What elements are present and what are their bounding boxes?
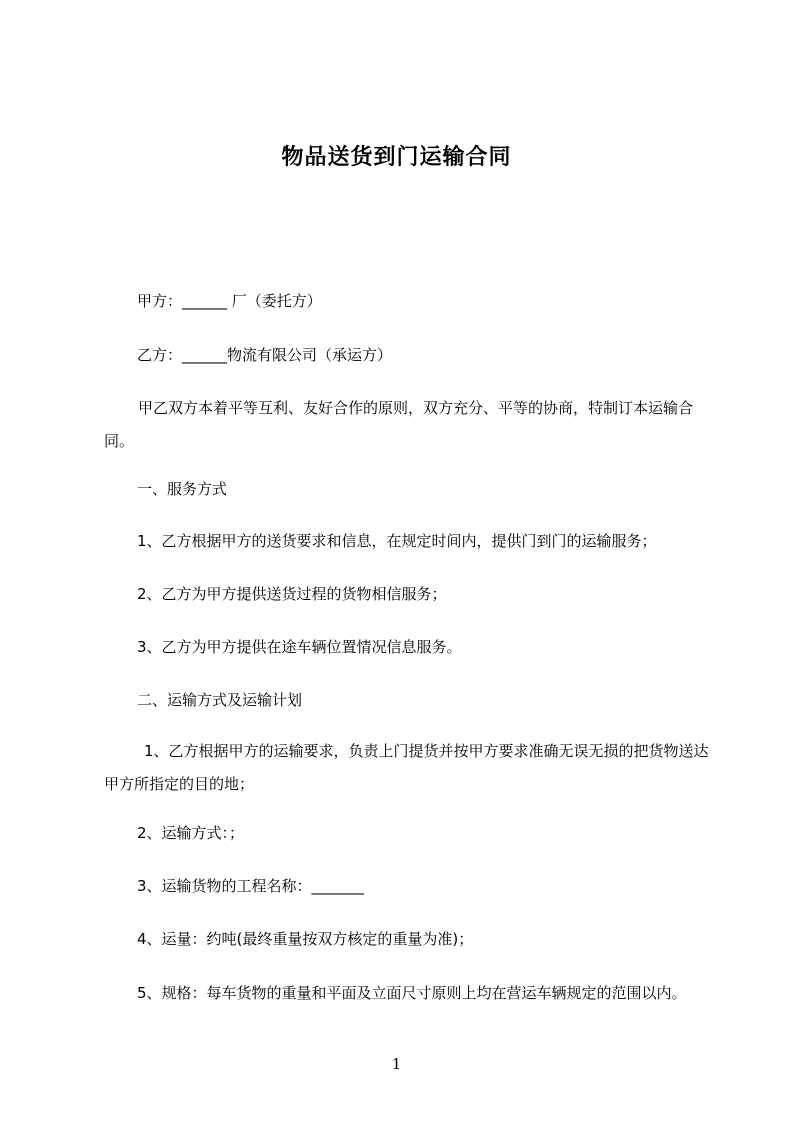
section2-item4: 4、运量：约吨(最终重量按双方核定的重量为准)； <box>137 930 474 948</box>
section2-item1: 1、乙方根据甲方的运输要求，负责上门提货并按甲方要求准确无误无损的把货物送达甲方所指定的目的地； <box>104 742 709 793</box>
document-title: 物品送货到门运输合同 <box>281 145 512 170</box>
section1-item2: 2、乙方为甲方提供送货过程的货物相信服务； <box>137 585 447 603</box>
party-b-line: 乙方：______物流有限公司（承运方） <box>137 346 393 364</box>
section1-item3: 3、乙方为甲方提供在途车辆位置情况信息服务。 <box>137 638 462 656</box>
page-number: 1 <box>391 1055 402 1073</box>
section1-item1: 1、乙方根据甲方的送货要求和信息，在规定时间内，提供门到门的运输服务； <box>137 532 657 550</box>
intro-paragraph: 甲乙双方本着平等互利、友好合作的原则，双方充分、平等的协商，特制订本运输合同。 <box>104 399 694 450</box>
section2-item2: 2、运输方式：； <box>137 824 245 842</box>
section2-heading: 二、运输方式及运输计划 <box>137 691 303 709</box>
section1-heading: 一、服务方式 <box>137 480 228 498</box>
section2-item5: 5、规格：每车货物的重量和平面及立面尺寸原则上均在营运车辆规定的范围以内。 <box>137 984 687 1002</box>
section2-item3: 3、运输货物的工程名称：_______ <box>137 877 365 895</box>
party-a-line: 甲方：______ 厂（委托方） <box>137 292 322 310</box>
